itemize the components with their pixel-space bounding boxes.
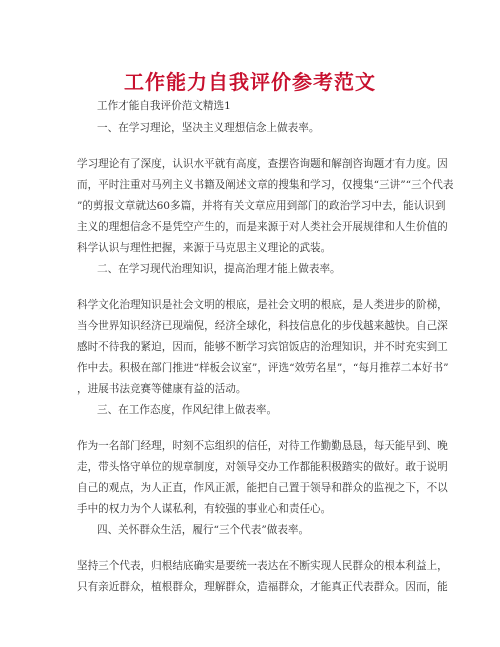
paragraph-line: 科学文化治理知识是社会文明的根底，是社会文明的根底，是人类进步的阶梯，	[77, 299, 448, 311]
section-heading-2: 二、在学习现代治理知识，提高治理才能上做表率。	[97, 263, 341, 275]
section-heading-1: 一、在学习理论，坚决主义理想信念上做表率。	[97, 122, 320, 134]
paragraph-line: 只有亲近群众，植根群众，理解群众，造福群众，才能真正代表群众。因而，能	[77, 581, 448, 593]
paragraph-line: 学习理论有了深度，认识水平就有高度，查摆咨询题和解剖咨询题才有力度。因	[77, 158, 448, 170]
paragraph-line: 作为一名部门经理，时刻不忘组织的信任，对待工作勤勤恳恳，每天能早到、晚	[77, 440, 448, 452]
document-subtitle: 工作才能自我评价范文精选1	[97, 100, 231, 112]
section-heading-3: 三、在工作态度，作风纪律上做表率。	[97, 404, 278, 416]
paragraph-line: 手中的权力为个人谋私利，有较强的事业心和责任心。	[77, 503, 332, 515]
paragraph-line: 而，平时注重对马列主义书籍及阐述文章的搜集和学习，仅搜集“三讲”“三个代表	[77, 179, 454, 191]
paragraph-line: 作中去。积极在部门推进“样板会议室”，评选“效劳名星”，“每月推荐二本好书”	[77, 362, 449, 374]
paragraph-line: 主义的理想信念不是凭空产生的，而是来源于对人类社会开展规律和人生价值的	[77, 221, 448, 233]
section-heading-4: 四、关怀群众生活，履行“三个代表”做表率。	[97, 524, 310, 536]
paragraph-line: 走，带头恪守单位的规章制度，对领导交办工作都能积极踏实的做好。敢于说明	[77, 461, 448, 473]
paragraph-line: ，进展书法竞赛等健康有益的活动。	[77, 383, 247, 395]
paragraph-line: 自己的观点，为人正直，作风正派，能把自己置于领导和群众的监视之下，不以	[77, 482, 448, 494]
paragraph-line: 当今世界知识经济已现端倪，经济全球化，科技信息化的步伐越来越快。自己深	[77, 320, 448, 332]
document-title: 工作能力自我评价参考范文	[124, 70, 376, 94]
paragraph-line: 感时不待我的紧迫，因而，能够不断学习宾馆饭店的治理知识，并不时充实到工	[77, 341, 448, 353]
paragraph-line: 坚持三个代表，归根结底确实是要统一表达在不断实现人民群众的根本利益上，	[77, 560, 448, 572]
paragraph-line: 科学认识与理性把握，来源于马克思主义理论的武装。	[77, 242, 332, 254]
paragraph-line: ”的剪报文章就达60多篇，并将有关文章应用到部门的政治学习中去，能认识到	[77, 200, 446, 212]
